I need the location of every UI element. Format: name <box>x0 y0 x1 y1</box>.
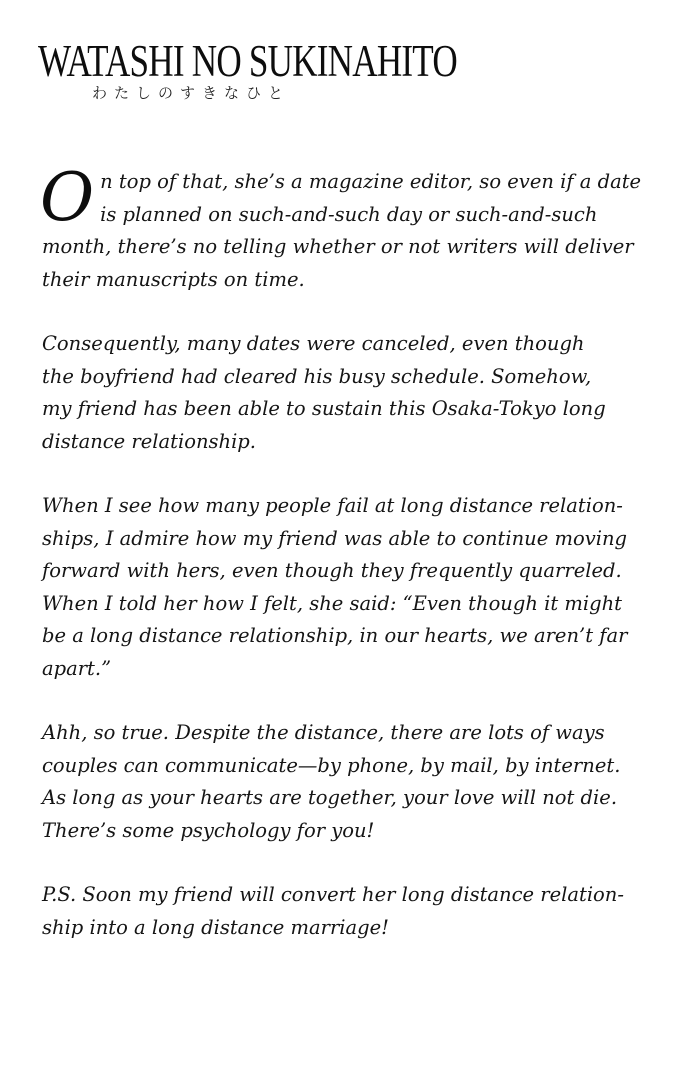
drop-cap: O <box>40 159 95 236</box>
paragraph-2 <box>42 328 672 458</box>
paragraph-line: forward with hers, even though they frequently quarreled. <box>42 559 622 582</box>
paragraph-line: P.S. Soon my friend will convert her long distance relation- <box>42 883 624 906</box>
paragraph-line: Ahh, so true. Despite the distance, there are lots of ways <box>42 721 605 744</box>
paragraph-line: is planned on such-and-such day or such-and-such <box>100 202 598 226</box>
paragraph-line: my friend has been able to sustain this Osaka-Tokyo long <box>42 397 606 420</box>
paragraph-line: As long as your hearts are together, your love will not die. <box>42 786 618 809</box>
paragraph-3 <box>42 490 672 685</box>
paragraph-line: Consequently, many dates were canceled, even though <box>42 332 585 355</box>
paragraph-line: couples can communicate—by phone, by mail, by internet. <box>42 753 621 777</box>
paragraph-1 <box>40 159 672 296</box>
paragraph-line: distance relationship. <box>42 429 256 453</box>
page-subtitle-japanese: わたしのすきなひと <box>92 84 291 102</box>
paragraph-line: apart.” <box>42 656 112 680</box>
paragraph-line: ships, I admire how my friend was able to continue moving <box>42 526 627 550</box>
paragraph-line: month, there’s no telling whether or not writers will deliver <box>42 235 634 258</box>
page-title: WATASHI NO SUKINAHITO <box>38 36 457 86</box>
paragraph-line: When I see how many people fail at long distance relation- <box>42 494 623 517</box>
article-body <box>40 159 672 976</box>
paragraph-5 <box>42 879 672 944</box>
paragraph-line: ship into a long distance marriage! <box>42 915 389 939</box>
paragraph-line: There’s some psychology for you! <box>42 818 375 842</box>
paragraph-line: n top of that, she’s a magazine editor, so even if a date <box>100 170 642 193</box>
paragraph-line: their manuscripts on time. <box>42 267 305 291</box>
paragraph-line: the boyfriend had cleared his busy schedule. Somehow, <box>42 364 592 388</box>
paragraph-4 <box>42 717 672 847</box>
paragraph-line: be a long distance relationship, in our hearts, we aren’t far <box>42 624 628 647</box>
paragraph-line: When I told her how I felt, she said: “Even though it might <box>42 591 622 615</box>
